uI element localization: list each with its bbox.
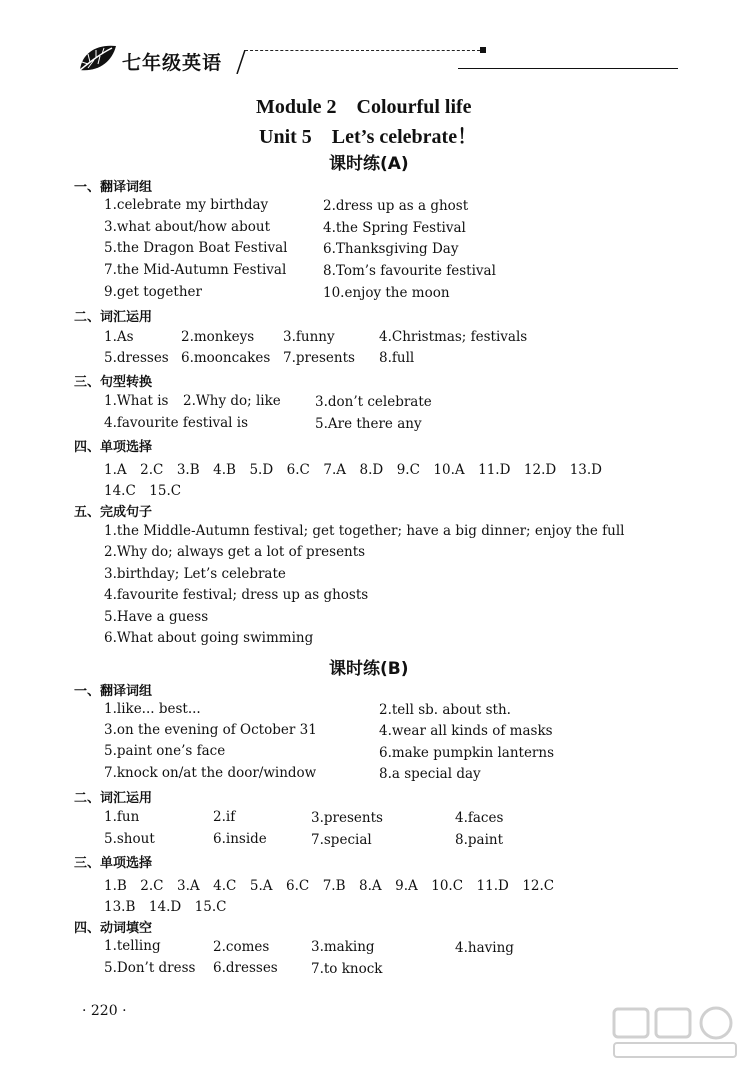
answer-item: 2.Why do; like bbox=[183, 393, 281, 409]
answer-item: 1.telling bbox=[104, 938, 161, 954]
answer-item: 4.having bbox=[455, 940, 514, 956]
answer-item: 6.Thanksgiving Day bbox=[323, 241, 459, 257]
answer-item: 7.presents bbox=[283, 350, 355, 366]
answer-item: 8.full bbox=[379, 350, 415, 366]
answer-item: 5.Don’t dress bbox=[104, 960, 196, 976]
answer-item: 4.faces bbox=[455, 810, 504, 826]
answer-item: 10.enjoy the moon bbox=[323, 285, 450, 301]
section-title: 四、单项选择 bbox=[74, 440, 153, 455]
answer-item: 8.a special day bbox=[379, 766, 481, 782]
answer-item: 5.shout bbox=[104, 831, 155, 847]
answer-item: 6.inside bbox=[213, 831, 267, 847]
unit-title: Unit 5 Let’s celebrate！ bbox=[259, 126, 478, 148]
answer-item: 2.if bbox=[213, 809, 236, 825]
answer-item: 2.monkeys bbox=[181, 329, 255, 345]
answer-item: 2.dress up as a ghost bbox=[323, 198, 469, 214]
answer-item: 3.what about/how about bbox=[104, 219, 270, 235]
section-title: 二、词汇运用 bbox=[74, 310, 153, 325]
answer-item: 2.comes bbox=[213, 939, 270, 955]
answer-item: 6.mooncakes bbox=[181, 350, 271, 366]
header-dot bbox=[480, 47, 486, 53]
answer-item: 3.on the evening of October 31 bbox=[104, 722, 317, 738]
header-dashed-rule bbox=[245, 50, 480, 51]
answer-item: 4.favourite festival is bbox=[104, 415, 249, 431]
answer-item: 3.funny bbox=[283, 329, 335, 345]
answer-item: 1.like... best... bbox=[104, 701, 201, 717]
answer-item: 5.paint one’s face bbox=[104, 743, 226, 759]
section-title: 二、词汇运用 bbox=[74, 791, 153, 806]
answer-item: 1.the Middle-Autumn festival; get together; have a big dinner; enjoy the full bbox=[104, 523, 625, 539]
answer-item: 7.to knock bbox=[311, 961, 383, 977]
section-title: 一、翻译词组 bbox=[74, 180, 153, 195]
answer-item: 7.knock on/at the door/window bbox=[104, 765, 317, 781]
answer-item: 3.presents bbox=[311, 810, 383, 826]
answer-item: 5.the Dragon Boat Festival bbox=[104, 240, 288, 256]
watermark-logo bbox=[610, 1005, 740, 1060]
module-title: Module 2 Colourful life bbox=[256, 96, 472, 118]
answer-item: 5.dresses bbox=[104, 350, 169, 366]
answer-item: 7.special bbox=[311, 832, 372, 848]
section-title: 三、单项选择 bbox=[74, 856, 153, 871]
answer-line: 14.C 15.C bbox=[104, 483, 182, 499]
leaf-icon bbox=[76, 40, 118, 76]
answer-item: 6.dresses bbox=[213, 960, 278, 976]
answer-item: 4.favourite festival; dress up as ghosts bbox=[104, 587, 369, 603]
answer-item: 5.Are there any bbox=[315, 416, 422, 432]
answer-line: 1.B 2.C 3.A 4.C 5.A 6.C 7.B 8.A 9.A 10.C 11.D 12.C bbox=[104, 878, 555, 894]
answer-line: 1.A 2.C 3.B 4.B 5.D 6.C 7.A 8.D 9.C 10.A 11.D 12.D 13.D bbox=[104, 462, 602, 478]
answer-item: 2.Why do; always get a lot of presents bbox=[104, 544, 366, 560]
answer-item: 4.wear all kinds of masks bbox=[379, 723, 553, 739]
answer-item: 1.celebrate my birthday bbox=[104, 197, 269, 213]
answer-item: 9.get together bbox=[104, 284, 202, 300]
header-slash bbox=[235, 50, 247, 74]
header-title: 七年级英语 bbox=[122, 52, 223, 74]
section-title: 四、动词填空 bbox=[74, 921, 153, 936]
answer-item: 2.tell sb. about sth. bbox=[379, 702, 511, 718]
answer-item: 6.make pumpkin lanterns bbox=[379, 745, 555, 761]
answer-item: 8.paint bbox=[455, 832, 504, 848]
answer-item: 6.What about going swimming bbox=[104, 630, 314, 646]
answer-item: 3.birthday; Let’s celebrate bbox=[104, 566, 286, 582]
page-number: · 220 · bbox=[82, 1003, 127, 1019]
answer-item: 1.fun bbox=[104, 809, 140, 825]
answer-item: 3.don’t celebrate bbox=[315, 394, 432, 410]
section-title: 一、翻译词组 bbox=[74, 684, 153, 699]
answer-item: 1.What is bbox=[104, 393, 169, 409]
answer-item: 4.the Spring Festival bbox=[323, 220, 466, 236]
answer-item: 4.Christmas; festivals bbox=[379, 329, 528, 345]
header-rule bbox=[458, 68, 678, 69]
answer-item: 5.Have a guess bbox=[104, 609, 209, 625]
answer-item: 1.As bbox=[104, 329, 134, 345]
lesson-b-title: 课时练(B) bbox=[329, 659, 409, 679]
answer-line: 13.B 14.D 15.C bbox=[104, 899, 227, 915]
answer-item: 7.the Mid-Autumn Festival bbox=[104, 262, 287, 278]
answer-item: 3.making bbox=[311, 939, 375, 955]
answer-item: 8.Tom’s favourite festival bbox=[323, 263, 496, 279]
lesson-a-title: 课时练(A) bbox=[329, 154, 409, 174]
section-title: 五、完成句子 bbox=[74, 505, 153, 520]
section-title: 三、句型转换 bbox=[74, 375, 153, 390]
